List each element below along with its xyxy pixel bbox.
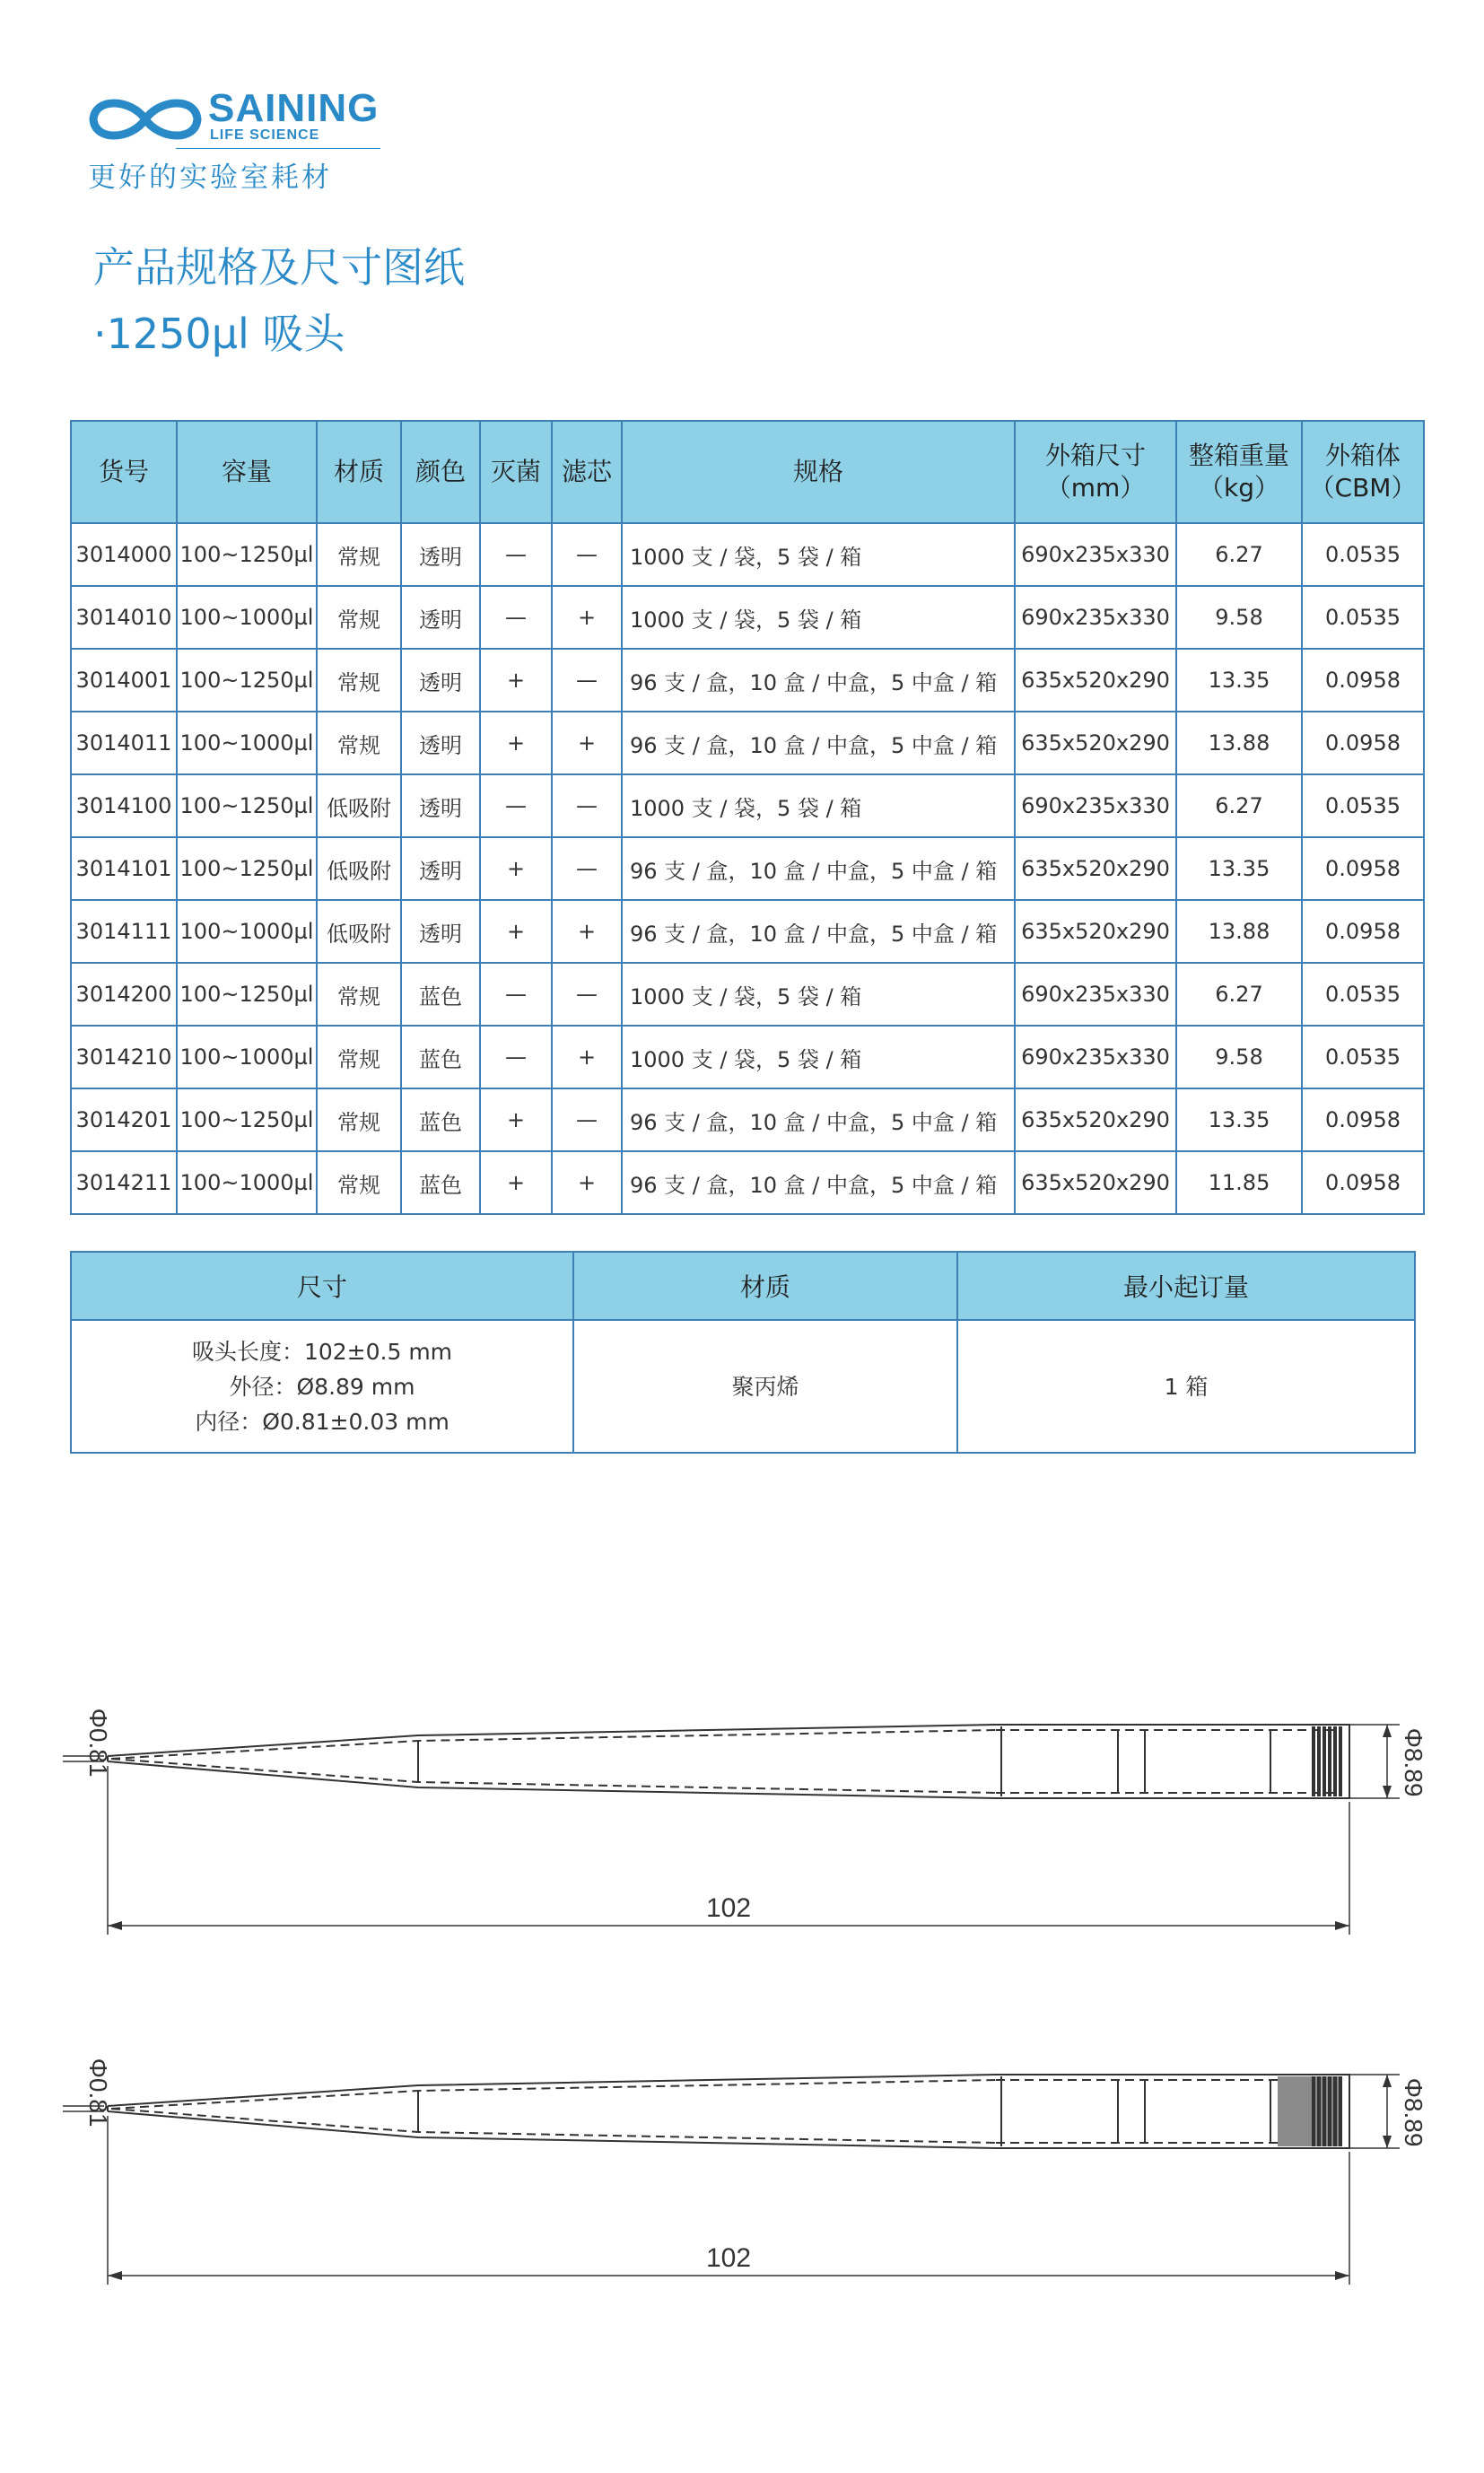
filter-cell: —: [552, 963, 622, 1026]
filter-cell: +: [552, 1026, 622, 1088]
box-volume-cell: 0.0535: [1302, 774, 1424, 837]
box-weight-cell: 9.58: [1176, 1026, 1302, 1088]
box-size-cell: 690x235x330: [1015, 586, 1176, 649]
box-volume-cell: 0.0958: [1302, 900, 1424, 963]
filter-cell: +: [552, 712, 622, 774]
packaging-cell: 96 支 / 盒，10 盒 / 中盒，5 中盒 / 箱: [622, 712, 1015, 774]
color-cell: 透明: [401, 837, 480, 900]
sterile-cell: +: [480, 900, 552, 963]
color-cell: 蓝色: [401, 963, 480, 1026]
filter-cell: +: [552, 900, 622, 963]
box-weight-cell: 13.88: [1176, 712, 1302, 774]
table-row: [71, 649, 1424, 712]
table-row: [71, 1026, 1424, 1088]
sterile-cell: —: [480, 523, 552, 586]
logo-divider: [176, 148, 380, 149]
length-label: 102: [705, 2243, 752, 2273]
capacity-cell: 100~1000µl: [177, 900, 317, 963]
tip-diameter-label: Φ0.81: [84, 1708, 112, 1778]
box-weight-cell: 6.27: [1176, 963, 1302, 1026]
page-subtitle: ·1250µl 吸头: [93, 310, 345, 358]
length-label: 102: [705, 1893, 752, 1923]
box-size-cell: 690x235x330: [1015, 1026, 1176, 1088]
tip-length-text: 吸头长度：102±0.5 mm: [191, 1338, 453, 1365]
logo-infinity-icon: [86, 88, 205, 151]
capacity-cell: 100~1250µl: [177, 963, 317, 1026]
item-number-cell: 3014201: [71, 1088, 177, 1151]
box-volume-cell: 0.0958: [1302, 712, 1424, 774]
sterile-cell: +: [480, 649, 552, 712]
box-volume-cell: 0.0535: [1302, 523, 1424, 586]
box-volume-cell: 0.0958: [1302, 1088, 1424, 1151]
sterile-cell: —: [480, 963, 552, 1026]
header-cell: 外箱体 （CBM）: [1302, 421, 1424, 523]
dimensions-cell: [71, 1320, 573, 1453]
box-size-cell: 635x520x290: [1015, 900, 1176, 963]
header-cell: 滤芯: [552, 421, 622, 523]
box-weight-cell: 13.35: [1176, 649, 1302, 712]
color-cell: 透明: [401, 900, 480, 963]
sterile-cell: +: [480, 712, 552, 774]
packaging-cell: 96 支 / 盒，10 盒 / 中盒，5 中盒 / 箱: [622, 1088, 1015, 1151]
info-table-row: [71, 1320, 1415, 1453]
box-volume-cell: 0.0958: [1302, 837, 1424, 900]
inner-diameter-text: 内径：Ø0.81±0.03 mm: [195, 1408, 450, 1435]
color-cell: 透明: [401, 774, 480, 837]
material-cell: 常规: [317, 1088, 401, 1151]
sterile-cell: +: [480, 837, 552, 900]
color-cell: 透明: [401, 649, 480, 712]
material-cell: 常规: [317, 523, 401, 586]
box-weight-cell: 11.85: [1176, 1151, 1302, 1214]
box-size-cell: 635x520x290: [1015, 1151, 1176, 1214]
capacity-cell: 100~1000µl: [177, 1151, 317, 1214]
table-row: [71, 1088, 1424, 1151]
material-cell: 低吸附: [317, 900, 401, 963]
material-cell: 低吸附: [317, 774, 401, 837]
header-cell: 灭菌: [480, 421, 552, 523]
color-cell: 蓝色: [401, 1088, 480, 1151]
packaging-cell: 96 支 / 盒，10 盒 / 中盒，5 中盒 / 箱: [622, 649, 1015, 712]
packaging-cell: 1000 支 / 袋，5 袋 / 箱: [622, 963, 1015, 1026]
box-size-cell: 635x520x290: [1015, 837, 1176, 900]
table-row: [71, 586, 1424, 649]
header-cell: 规格: [622, 421, 1015, 523]
material-cell: 常规: [317, 586, 401, 649]
page-title: 产品规格及尺寸图纸: [93, 243, 465, 292]
sterile-cell: +: [480, 1088, 552, 1151]
color-cell: 透明: [401, 523, 480, 586]
end-diameter-label: Φ8.89: [1400, 1727, 1427, 1797]
moq-cell: 1 箱: [957, 1320, 1415, 1453]
box-weight-cell: 13.35: [1176, 1088, 1302, 1151]
item-number-cell: 3014011: [71, 712, 177, 774]
sterile-cell: +: [480, 1151, 552, 1214]
spec-table-header: [71, 421, 1424, 523]
sterile-cell: —: [480, 1026, 552, 1088]
capacity-cell: 100~1000µl: [177, 586, 317, 649]
packaging-cell: 1000 支 / 袋，5 袋 / 箱: [622, 774, 1015, 837]
packaging-cell: 1000 支 / 袋，5 袋 / 箱: [622, 523, 1015, 586]
color-cell: 蓝色: [401, 1026, 480, 1088]
tip-diameter-label: Φ0.81: [84, 2058, 112, 2128]
header-cell: 容量: [177, 421, 317, 523]
capacity-cell: 100~1250µl: [177, 1088, 317, 1151]
brand-name: SAINING: [208, 86, 380, 130]
material-cell: 常规: [317, 1151, 401, 1214]
packaging-cell: 96 支 / 盒，10 盒 / 中盒，5 中盒 / 箱: [622, 1151, 1015, 1214]
box-weight-cell: 6.27: [1176, 774, 1302, 837]
item-number-cell: 3014111: [71, 900, 177, 963]
material-cell: 常规: [317, 712, 401, 774]
sterile-cell: —: [480, 586, 552, 649]
color-cell: 透明: [401, 712, 480, 774]
packaging-cell: 96 支 / 盒，10 盒 / 中盒，5 中盒 / 箱: [622, 900, 1015, 963]
box-size-cell: 635x520x290: [1015, 649, 1176, 712]
spec-table: [70, 420, 1425, 1215]
material-cell: 低吸附: [317, 837, 401, 900]
box-weight-cell: 9.58: [1176, 586, 1302, 649]
outer-diameter-text: 外径：Ø8.89 mm: [229, 1373, 415, 1400]
table-row: [71, 900, 1424, 963]
box-volume-cell: 0.0958: [1302, 1151, 1424, 1214]
item-number-cell: 3014101: [71, 837, 177, 900]
box-volume-cell: 0.0535: [1302, 1026, 1424, 1088]
material-cell: 常规: [317, 1026, 401, 1088]
header-cell: 颜色: [401, 421, 480, 523]
packaging-cell: 96 支 / 盒，10 盒 / 中盒，5 中盒 / 箱: [622, 837, 1015, 900]
table-row: [71, 712, 1424, 774]
material-cell: 常规: [317, 963, 401, 1026]
info-table: [70, 1251, 1416, 1454]
table-row: [71, 1151, 1424, 1214]
packaging-cell: 1000 支 / 袋，5 袋 / 箱: [622, 1026, 1015, 1088]
header-cell: 货号: [71, 421, 177, 523]
box-weight-cell: 6.27: [1176, 523, 1302, 586]
table-row: [71, 523, 1424, 586]
item-number-cell: 3014200: [71, 963, 177, 1026]
filter-cell: —: [552, 649, 622, 712]
box-size-cell: 635x520x290: [1015, 712, 1176, 774]
capacity-cell: 100~1250µl: [177, 837, 317, 900]
header-cell: 材质: [317, 421, 401, 523]
header-cell: 材质: [573, 1252, 957, 1320]
capacity-cell: 100~1250µl: [177, 649, 317, 712]
box-volume-cell: 0.0958: [1302, 649, 1424, 712]
box-size-cell: 690x235x330: [1015, 774, 1176, 837]
header-cell: 外箱尺寸 （mm）: [1015, 421, 1176, 523]
item-number-cell: 3014010: [71, 586, 177, 649]
capacity-cell: 100~1000µl: [177, 712, 317, 774]
filter-cell: —: [552, 774, 622, 837]
tip-drawing-clear: [63, 1640, 1427, 1923]
table-row: [71, 963, 1424, 1026]
item-number-cell: 3014000: [71, 523, 177, 586]
table-row: [71, 774, 1424, 837]
tip-drawing-dark: [63, 1990, 1427, 2273]
item-number-cell: 3014211: [71, 1151, 177, 1214]
brand-logo: [86, 83, 427, 194]
color-cell: 蓝色: [401, 1151, 480, 1214]
item-number-cell: 3014210: [71, 1026, 177, 1088]
packaging-cell: 1000 支 / 袋，5 袋 / 箱: [622, 586, 1015, 649]
box-volume-cell: 0.0535: [1302, 963, 1424, 1026]
box-weight-cell: 13.88: [1176, 900, 1302, 963]
end-diameter-label: Φ8.89: [1400, 2077, 1427, 2147]
filter-cell: —: [552, 837, 622, 900]
material-cell: 常规: [317, 649, 401, 712]
filter-cell: —: [552, 523, 622, 586]
box-volume-cell: 0.0535: [1302, 586, 1424, 649]
header-cell: 最小起订量: [957, 1252, 1415, 1320]
box-weight-cell: 13.35: [1176, 837, 1302, 900]
box-size-cell: 690x235x330: [1015, 523, 1176, 586]
header-cell: 整箱重量 （kg）: [1176, 421, 1302, 523]
item-number-cell: 3014100: [71, 774, 177, 837]
header-cell: 尺寸: [71, 1252, 573, 1320]
brand-subtitle: LIFE SCIENCE: [210, 127, 320, 143]
box-size-cell: 635x520x290: [1015, 1088, 1176, 1151]
capacity-cell: 100~1000µl: [177, 1026, 317, 1088]
capacity-cell: 100~1250µl: [177, 774, 317, 837]
table-row: [71, 837, 1424, 900]
filter-cell: +: [552, 586, 622, 649]
filter-cell: —: [552, 1088, 622, 1151]
filter-cell: +: [552, 1151, 622, 1214]
material-cell: 聚丙烯: [573, 1320, 957, 1453]
sterile-cell: —: [480, 774, 552, 837]
capacity-cell: 100~1250µl: [177, 523, 317, 586]
box-size-cell: 690x235x330: [1015, 963, 1176, 1026]
item-number-cell: 3014001: [71, 649, 177, 712]
color-cell: 透明: [401, 586, 480, 649]
info-table-header: [71, 1252, 1415, 1320]
brand-tagline: 更好的实验室耗材: [88, 162, 332, 194]
